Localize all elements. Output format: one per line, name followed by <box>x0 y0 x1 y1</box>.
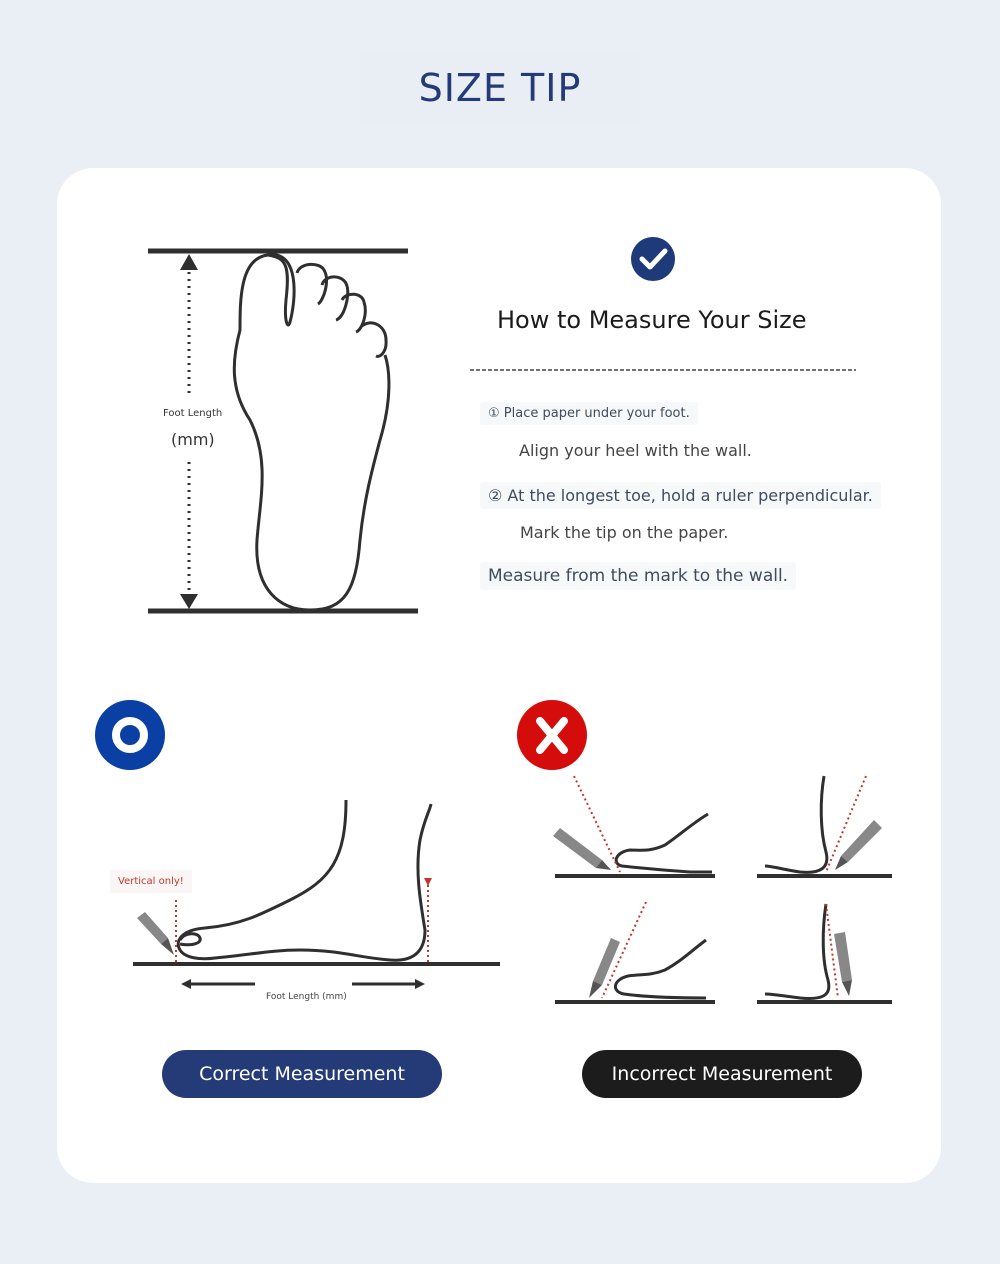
measure-heading: How to Measure Your Size <box>497 306 807 334</box>
page-title: SIZE TIP <box>418 66 582 110</box>
correct-foot-length-label: Foot Length (mm) <box>256 992 357 1002</box>
foot-length-label: Foot Length <box>163 408 223 419</box>
correct-measurement-button[interactable]: Correct Measurement <box>162 1050 442 1098</box>
step-2: ② At the longest toe, hold a ruler perpendicular. <box>480 482 881 509</box>
incorrect-measurement-button[interactable]: Incorrect Measurement <box>582 1050 862 1098</box>
step-2-sub: Mark the tip on the paper. <box>520 523 729 542</box>
step-1-sub: Align your heel with the wall. <box>519 441 752 460</box>
unit-label: (mm) <box>171 430 215 449</box>
step-1: ① Place paper under your foot. <box>480 402 698 425</box>
title-banner <box>360 50 640 126</box>
vertical-note: Vertical only! <box>110 870 192 893</box>
step-3: Measure from the mark to the wall. <box>480 562 796 590</box>
